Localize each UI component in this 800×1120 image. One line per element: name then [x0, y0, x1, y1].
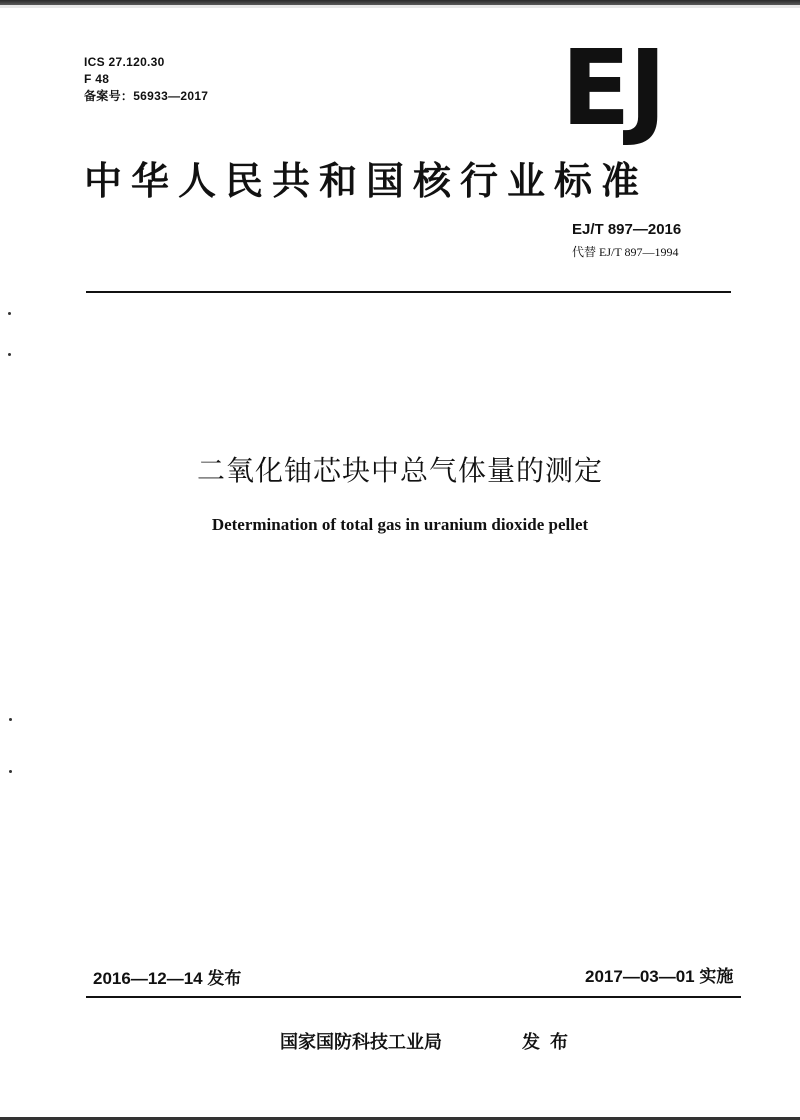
- classification-block: [84, 54, 208, 105]
- footer-divider: [86, 996, 741, 998]
- ccs-code: F 48: [84, 72, 110, 86]
- scan-speck: [9, 718, 12, 721]
- replaces-standard: 代替 EJ/T 897—1994: [572, 245, 679, 259]
- scan-edge-shadow: [0, 5, 800, 8]
- header-divider: [86, 291, 731, 293]
- standard-category-title: 中华人民共和国核行业标准: [84, 159, 649, 203]
- scan-speck: [8, 353, 11, 356]
- implementation-date: 2017—03—01 实施: [585, 967, 734, 986]
- publish-label: 发布: [522, 1032, 578, 1053]
- document-title-english: Determination of total gas in uranium dioxide pellet: [211, 515, 589, 534]
- filing-number: 备案号：56933—2017: [84, 89, 209, 103]
- issue-date: 2016—12—14 发布: [93, 969, 242, 988]
- scan-speck: [8, 312, 11, 315]
- standard-number: EJ/T 897—2016: [572, 221, 682, 238]
- publisher-name: 国家国防科技工业局: [280, 1032, 442, 1053]
- document-title-chinese: 二氧化铀芯块中总气体量的测定: [196, 454, 603, 487]
- scan-speck: [9, 770, 12, 773]
- ics-code: ICS 27.120.30: [84, 55, 165, 69]
- ej-logo: EJ: [561, 27, 665, 149]
